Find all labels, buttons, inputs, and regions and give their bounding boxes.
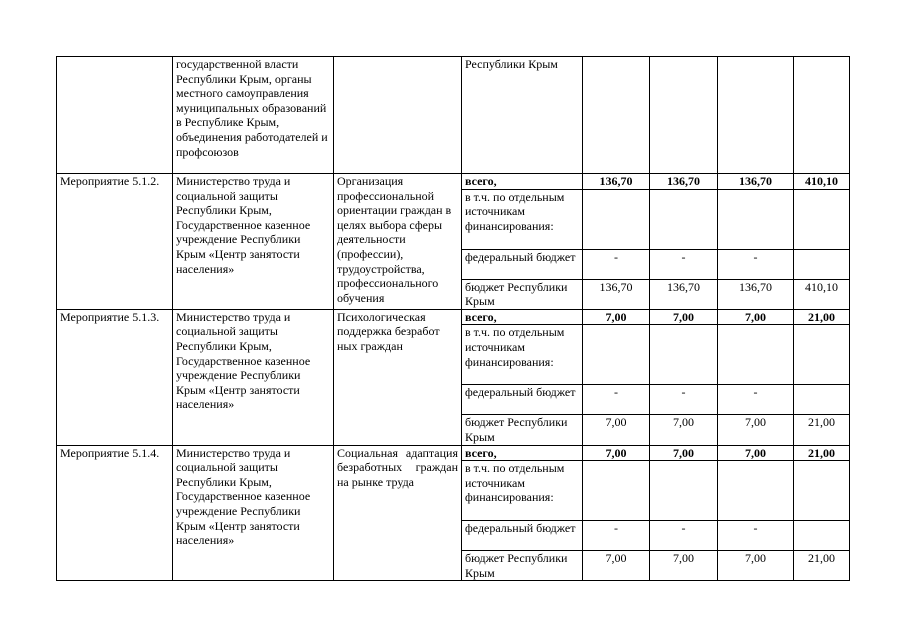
value-cell: 136,70	[583, 174, 650, 190]
measure-name-cell: Организация профессиональной ориентации граждан в целях выбора сферы деятельности (профессии), трудоустройства, профессионального обучения	[334, 174, 462, 310]
value-cell	[650, 325, 718, 385]
source-cell: Республики Крым	[462, 57, 583, 174]
measure-id-cell: Мероприятие 5.1.3.	[57, 309, 173, 445]
value-cell: 136,70	[718, 279, 794, 309]
value-cell: -	[583, 521, 650, 551]
value-cell: -	[650, 521, 718, 551]
table-row	[57, 445, 850, 461]
value-cell: 7,00	[583, 551, 650, 581]
source-cell: всего,	[462, 445, 583, 461]
measure-id-cell: Мероприятие 5.1.4.	[57, 445, 173, 581]
value-cell: -	[718, 249, 794, 279]
total-cell: 410,10	[794, 174, 850, 190]
value-cell: 136,70	[650, 279, 718, 309]
value-cell: 136,70	[650, 174, 718, 190]
total-cell	[794, 249, 850, 279]
value-cell: -	[650, 385, 718, 415]
value-cell: -	[650, 249, 718, 279]
total-cell	[794, 461, 850, 521]
value-cell: -	[583, 385, 650, 415]
value-cell	[583, 461, 650, 521]
value-cell	[583, 189, 650, 249]
value-cell: 7,00	[583, 445, 650, 461]
value-cell	[583, 325, 650, 385]
total-cell	[794, 57, 850, 174]
total-cell: 21,00	[794, 309, 850, 325]
value-cell: -	[718, 521, 794, 551]
source-cell: всего,	[462, 309, 583, 325]
measure-name-cell: Социальная адаптация безработных граждан на рынке труда	[334, 445, 462, 581]
value-cell: -	[583, 249, 650, 279]
measure-name-cell: Психологическая поддержка безработ ных граждан	[334, 309, 462, 445]
executor-cell: Министерство труда и социальной защиты Республики Крым, Государственное казенное учреждение Республики Крым «Центр занятости населения»	[173, 174, 334, 310]
source-cell: в т.ч. по отдельным источникам финансирования:	[462, 189, 583, 249]
table-row	[57, 309, 850, 325]
value-cell: 7,00	[718, 309, 794, 325]
total-cell	[794, 521, 850, 551]
value-cell	[650, 57, 718, 174]
source-cell: федеральный бюджет	[462, 521, 583, 551]
value-cell: 7,00	[718, 415, 794, 445]
source-cell: бюджет Республики Крым	[462, 551, 583, 581]
measure-id-cell	[57, 57, 173, 174]
total-cell: 21,00	[794, 551, 850, 581]
executor-cell: Министерство труда и социальной защиты Республики Крым, Государственное казенное учреждение Республики Крым «Центр занятости населения»	[173, 309, 334, 445]
source-cell: всего,	[462, 174, 583, 190]
value-cell: -	[718, 385, 794, 415]
source-cell: в т.ч. по отдельным источникам финансирования:	[462, 461, 583, 521]
value-cell: 7,00	[718, 445, 794, 461]
source-cell: в т.ч. по отдельным источникам финансирования:	[462, 325, 583, 385]
executor-cell: государственной власти Республики Крым, органы местного самоуправления муниципальных образований в Республике Крым, объединения работодателей и профсоюзов	[173, 57, 334, 174]
measure-id-cell: Мероприятие 5.1.2.	[57, 174, 173, 310]
total-cell	[794, 385, 850, 415]
value-cell: 7,00	[718, 551, 794, 581]
total-cell	[794, 189, 850, 249]
continuation-row	[57, 57, 850, 174]
value-cell: 7,00	[650, 445, 718, 461]
value-cell	[650, 461, 718, 521]
total-cell: 21,00	[794, 445, 850, 461]
value-cell: 136,70	[583, 279, 650, 309]
financing-table	[56, 56, 850, 581]
value-cell	[718, 57, 794, 174]
value-cell: 7,00	[583, 309, 650, 325]
table-row	[57, 174, 850, 190]
value-cell	[718, 325, 794, 385]
value-cell: 7,00	[650, 309, 718, 325]
value-cell: 7,00	[650, 415, 718, 445]
total-cell: 410,10	[794, 279, 850, 309]
total-cell	[794, 325, 850, 385]
value-cell	[718, 189, 794, 249]
executor-cell: Министерство труда и социальной защиты Республики Крым, Государственное казенное учреждение Республики Крым «Центр занятости населения»	[173, 445, 334, 581]
source-cell: бюджет Республики Крым	[462, 279, 583, 309]
source-cell: бюджет Республики Крым	[462, 415, 583, 445]
measure-name-cell	[334, 57, 462, 174]
value-cell	[650, 189, 718, 249]
source-cell: федеральный бюджет	[462, 249, 583, 279]
total-cell: 21,00	[794, 415, 850, 445]
value-cell	[583, 57, 650, 174]
value-cell: 7,00	[583, 415, 650, 445]
source-cell: федеральный бюджет	[462, 385, 583, 415]
value-cell: 7,00	[650, 551, 718, 581]
value-cell: 136,70	[718, 174, 794, 190]
value-cell	[718, 461, 794, 521]
